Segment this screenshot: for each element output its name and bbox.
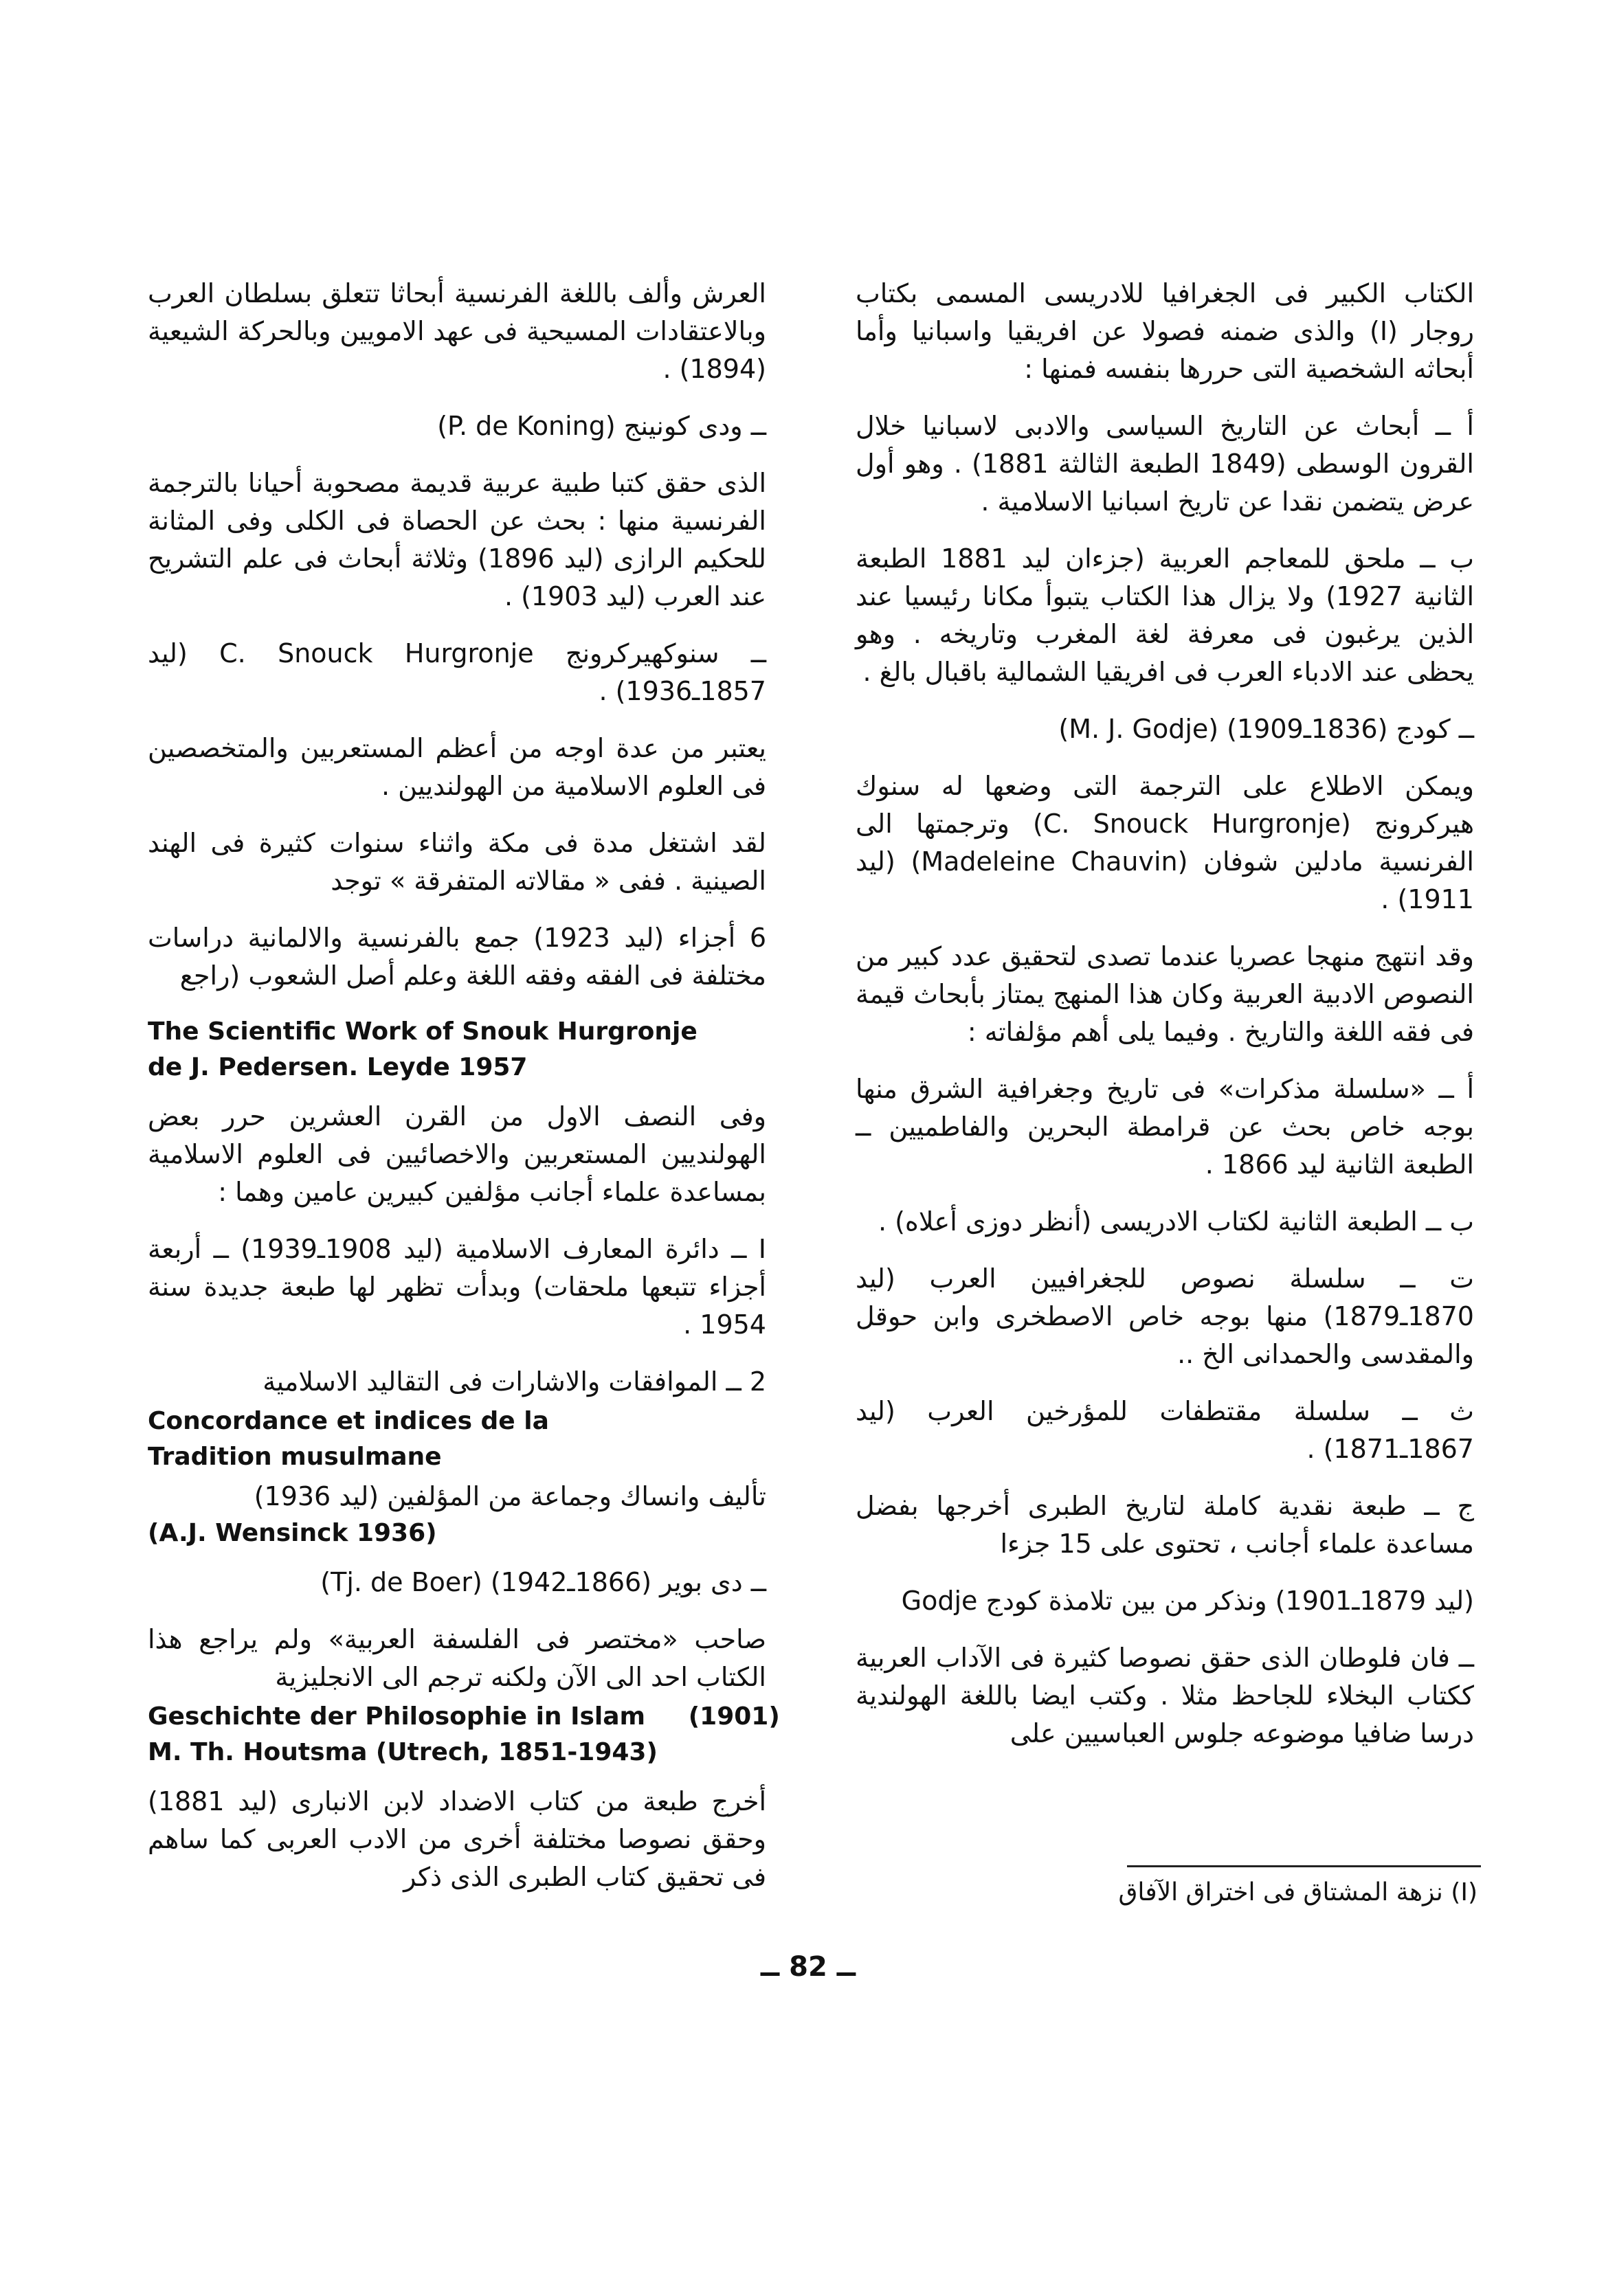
footnote: (I) نزهة المشتاق فى اختراق الآفاق: [1118, 1878, 1477, 1906]
paragraph: [856, 767, 1474, 919]
paragraph-text: ــ ودى كونينج (P. de Koning): [437, 411, 766, 441]
latin-line: The Scientific Work of Snouk Hurgronje: [148, 1017, 698, 1046]
paragraph-text: وفى النصف الاول من القرن العشرين حرر بعض الهولنديين المستعربين والاخصائيين فى العلوم الاسلامية بمساعدة علماء أجانب مؤلفين كبيرين عامين وهما :: [148, 1101, 766, 1207]
latin-line: M. Th. Houtsma (Utrech, 1851-1943): [148, 1738, 658, 1766]
latin-reference: [148, 1699, 780, 1770]
paragraph: [148, 1363, 766, 1401]
paragraph-text: صاحب «مختصر فى الفلسفة العربية» ولم يراجع هذا الكتاب احد الى الآن ولكنه ترجم الى الانجليزية: [148, 1624, 766, 1692]
latin-line: de J. Pedersen. Leyde 1957: [148, 1053, 528, 1081]
paragraph-text: ويمكن الاطلاع على الترجمة التى وضعها له سنوك هيركرونج (C. Snouck Hurgronje) وترجمتها الى الفرنسية مادلين شوفان (Madeleine Chauvin) (ليد 1911) .: [856, 771, 1474, 914]
paragraph-text: الذى حقق كتبا طبية عربية قديمة مصحوبة أحيانا بالترجمة الفرنسية منها : بحث عن الحصاة فى الكلى وفى المثانة للحكيم الرازى (ليد 1896) وثلاثة أبحاث فى علم التشريح عند العرب (ليد 1903) .: [148, 468, 766, 611]
paragraph-text: العرش وألف باللغة الفرنسية أبحاثا تتعلق بسلطان العرب وبالاعتقادات المسيحية فى عهد الامويين وبالحركة الشيعية (1894) .: [148, 278, 766, 384]
heading-entry: [148, 407, 766, 445]
latin-line: Geschichte der Philosophie in Islam (1901): [148, 1702, 780, 1731]
paragraph: [148, 824, 766, 900]
paragraph: [856, 540, 1474, 691]
paragraph-text: ــ كودج (1836ـ1909) (M. J. Godje): [1058, 714, 1474, 744]
paragraph-text: أ ــ أبحاث عن التاريخ السياسى والادبى لاسبانيا خلال القرون الوسطى (1849 الطبعة الثالثة 1881) . وهو أول عرض يتضمن نقدا عن تاريخ اسبانيا الاسلامية .: [856, 411, 1474, 517]
paragraph: [856, 1070, 1474, 1184]
paragraph: [148, 275, 766, 388]
paragraph: [148, 464, 766, 616]
paragraph-text: 2 ــ الموافقات والاشارات فى التقاليد الاسلامية: [263, 1366, 766, 1397]
paragraph: [856, 1260, 1474, 1373]
heading-entry: [856, 710, 1474, 748]
paragraph-text: الكتاب الكبير فى الجغرافيا للادريسى المسمى بكتاب روجار (I) والذى ضمنه فصولا عن افريقيا واسبانيا وأما أبحاثه الشخصية التى حررها بنفسه فمنها :: [856, 278, 1474, 384]
paragraph: [148, 1230, 766, 1344]
paragraph-text: يعتبر من عدة اوجه من أعظم المستعربين والمتخصصين فى العلوم الاسلامية من الهولنديين .: [148, 733, 766, 801]
paragraph-text: ت ــ سلسلة نصوص للجغرافيين العرب (ليد 1870ـ1879) منها بوجه خاص الاصطخرى وابن حوقل والمقدسى والحمدانى الخ ..: [856, 1263, 1474, 1369]
latin-line: (A.J. Wensinck 1936): [148, 1519, 437, 1547]
paragraph: [856, 1639, 1474, 1753]
paragraph: [148, 1478, 766, 1516]
paragraph: [148, 730, 766, 805]
paragraph: [856, 1393, 1474, 1468]
paragraph-text: ج ــ طبعة نقدية كاملة لتاريخ الطبرى أخرجها بفضل مساعدة علماء أجانب ، تحتوى على 15 جزءا: [856, 1491, 1474, 1559]
paragraph: [856, 1582, 1474, 1620]
page-number: ــ 82 ــ: [760, 1951, 856, 1983]
left-column: [148, 275, 780, 1915]
footnote-divider: [1127, 1865, 1481, 1867]
paragraph-text: أخرج طبعة من كتاب الاضداد لابن الانبارى (ليد 1881) وحقق نصوصا مختلفة أخرى من الادب العربى كما ساهم فى تحقيق كتاب الطبرى الذى ذكر: [148, 1786, 766, 1892]
paragraph-text: I ــ دائرة المعارف الاسلامية (ليد 1908ـ1939) ــ أربعة أجزاء تتبعها ملحقات) وبدأت تظهر لها طبعة جديدة سنة 1954 .: [148, 1234, 766, 1340]
paragraph: [856, 1203, 1474, 1241]
paragraph: [148, 1098, 766, 1211]
latin-reference: [148, 1404, 766, 1475]
paragraph: [148, 919, 766, 995]
paragraph-text: 6 أجزاء (ليد 1923) جمع بالفرنسية والالمانية دراسات مختلفة فى الفقه وفقه اللغة وعلم أصل الشعوب (راجع: [148, 923, 766, 991]
right-column: [856, 275, 1474, 1772]
paragraph-text: ب ــ ملحق للمعاجم العربية (جزءان ليد 1881 الطبعة الثانية 1927) ولا يزال هذا الكتاب يتبوأ مكانا رئيسيا عند الذين يرغبون فى معرفة لغة المغرب وتاريخه . وهو يحظى عند الادباء العرب فى افريقيا الشمالية باقبال بالغ .: [856, 543, 1474, 687]
paragraph-text: ــ سنوكهيركرونج C. Snouck Hurgronje (ليد 1857ـ1936) .: [148, 638, 766, 706]
paragraph-text: ــ فان فلوطان الذى حقق نصوصا كثيرة فى الآداب العربية ككتاب البخلاء للجاحظ مثلا . وكتب ايضا باللغة الهولندية درسا ضافيا موضوعه جلوس العباسيين على: [856, 1643, 1474, 1748]
paragraph-text: ــ دى بوير (1866ـ1942) (Tj. de Boer): [320, 1567, 766, 1597]
paragraph: [148, 1783, 766, 1896]
paragraph-text: لقد اشتغل مدة فى مكة واثناء سنوات كثيرة فى الهند الصينية . ففى « مقالاته المتفرقة » توجد: [148, 828, 766, 896]
latin-line: Tradition musulmane: [148, 1443, 442, 1471]
paragraph-text: (ليد 1879ـ1901) ونذكر من بين تلامذة كودج Godje: [901, 1586, 1474, 1616]
paragraph: [856, 1487, 1474, 1563]
paragraph-text: ب ــ الطبعة الثانية لكتاب الادريسى (أنظر دوزى أعلاه) .: [878, 1206, 1474, 1237]
paragraph-text: ث ــ سلسلة مقتطفات للمؤرخين العرب (ليد 1867ـ1871) .: [856, 1396, 1474, 1464]
latin-reference: [148, 1516, 766, 1551]
paragraph: [856, 938, 1474, 1051]
paragraph: [856, 275, 1474, 388]
latin-reference: [148, 1014, 766, 1085]
latin-line: Concordance et indices de la: [148, 1407, 549, 1435]
paragraph: [856, 407, 1474, 521]
paragraph-text: تأليف وانساك وجماعة من المؤلفين (ليد 1936): [254, 1481, 766, 1511]
heading-entry: [148, 635, 766, 710]
paragraph-text: أ ــ «سلسلة مذكرات» فى تاريخ وجغرافية الشرق منها بوجه خاص بحث عن قرامطة البحرين والفاطميين ــ الطبعة الثانية ليد 1866 .: [856, 1074, 1474, 1180]
paragraph-text: وقد انتهج منهجا عصريا عندما تصدى لتحقيق عدد كبير من النصوص الادبية العربية وكان هذا المنهج يمتاز بأبحاث قيمة فى فقه اللغة والتاريخ . وفيما يلى أهم مؤلفاته :: [856, 941, 1474, 1047]
heading-entry: [148, 1564, 766, 1601]
paragraph: [148, 1621, 766, 1696]
